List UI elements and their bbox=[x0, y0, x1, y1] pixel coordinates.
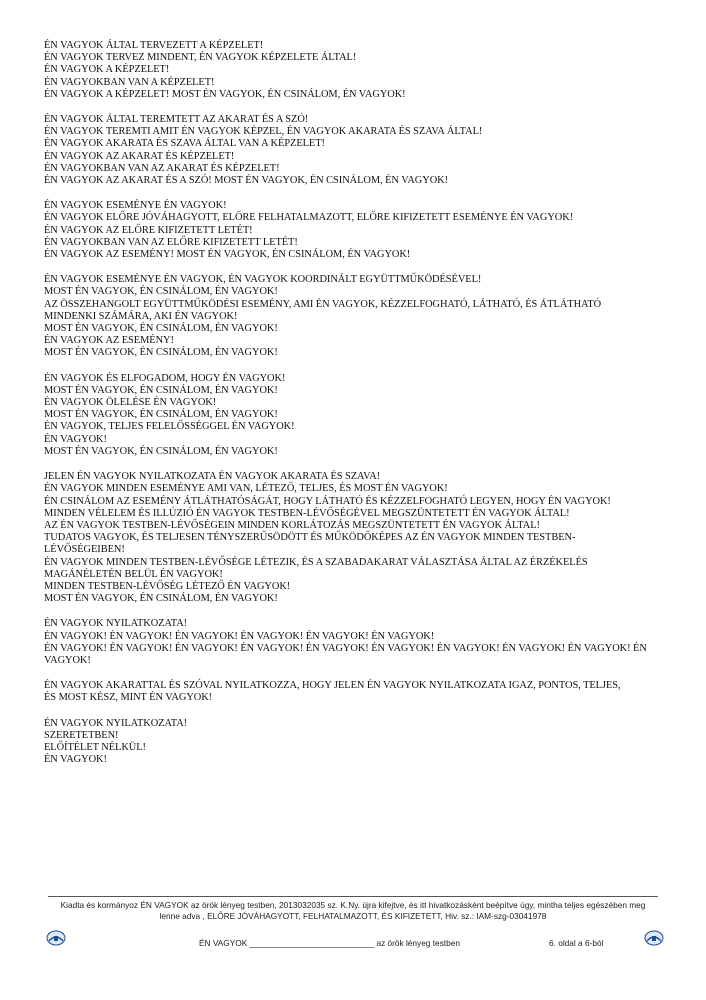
text-line: MINDEN TESTBEN-LÉVŐSÉG LÉTEZŐ ÉN VAGYOK! bbox=[44, 580, 291, 592]
footer bbox=[44, 896, 662, 922]
text-line: ÉN VAGYOK NYILATKOZATA! bbox=[44, 618, 188, 630]
footer-line-2: lenne adva , ELŐRE JÓVÁHAGYOTT, FELHATALMAZOTT, ÉS KIFIZETETT, Hiv. sz.: IAM-szg-03041978 bbox=[159, 911, 547, 921]
text-line: ÉN VAGYOK TEREMTI AMIT ÉN VAGYOK KÉPZEL, ÉN VAGYOK AKARATA ÉS SZAVA ÁLTAL! bbox=[44, 126, 483, 138]
text-line: ÉN VAGYOK AZ ESEMÉNY! MOST ÉN VAGYOK, ÉN CSINÁLOM, ÉN VAGYOK! bbox=[44, 249, 411, 261]
text-line: ÉN CSINÁLOM AZ ESEMÉNY ÁTLÁTHATÓSÁGÁT, HOGY LÁTHATÓ ÉS KÉZZELFOGHATÓ LEGYEN, HOGY ÉN VAGYOK! bbox=[44, 495, 611, 507]
text-line: AZ ÉN VAGYOK TESTBEN-LÉVŐSÉGEIN MINDEN KORLÁTOZÁS MEGSZÜNTETETT ÉN VAGYOK ÁLTAL! bbox=[44, 519, 540, 531]
text-line: ÉN VAGYOK A KÉPZELET! MOST ÉN VAGYOK, ÉN CSINÁLOM, ÉN VAGYOK! bbox=[44, 88, 406, 100]
text-line: ÉN VAGYOK! ÉN VAGYOK! ÉN VAGYOK! ÉN VAGYOK! ÉN VAGYOK! ÉN VAGYOK! bbox=[44, 630, 435, 642]
text-line: MOST ÉN VAGYOK, ÉN CSINÁLOM, ÉN VAGYOK! bbox=[44, 323, 278, 335]
text-line: TUDATOS VAGYOK, ÉS TELJESEN TÉNYSZERŰSÖDÖTT ÉS MŰKÖDŐKÉPES AZ ÉN VAGYOK MINDEN TESTBEN- bbox=[44, 532, 576, 544]
text-line: ÉN VAGYOK, TELJES FELELŐSSÉGGEL ÉN VAGYOK! bbox=[44, 421, 295, 433]
text-line: ÉN VAGYOK ÖLELÉSE ÉN VAGYOK! bbox=[44, 397, 217, 409]
text-line: ÉN VAGYOK ÁLTAL TERVEZETT A KÉPZELET! bbox=[44, 40, 264, 51]
text-line: ELŐÍTÉLET NÉLKÜL! bbox=[44, 741, 146, 753]
text-line: ÉN VAGYOK AZ ESEMÉNY! bbox=[44, 335, 174, 347]
text-line: MOST ÉN VAGYOK, ÉN CSINÁLOM, ÉN VAGYOK! bbox=[44, 347, 278, 359]
document-body bbox=[44, 40, 674, 779]
text-line: LÉVŐSÉGEIBEN! bbox=[44, 544, 125, 556]
text-line: ÉN VAGYOK AKARATTAL ÉS SZÓVAL NYILATKOZZA, HOGY JELEN ÉN VAGYOK NYILATKOZATA IGAZ, PONTOS, TELJES, bbox=[44, 680, 621, 692]
text-line: SZERETETBEN! bbox=[44, 729, 119, 741]
text-line: MOST ÉN VAGYOK, ÉN CSINÁLOM, ÉN VAGYOK! bbox=[44, 409, 278, 421]
text-line: MOST ÉN VAGYOK, ÉN CSINÁLOM, ÉN VAGYOK! bbox=[44, 445, 278, 457]
text-line: MOST ÉN VAGYOK, ÉN CSINÁLOM, ÉN VAGYOK! bbox=[44, 384, 278, 396]
text-line: JELEN ÉN VAGYOK NYILATKOZATA ÉN VAGYOK AKARATA ÉS SZAVA! bbox=[44, 471, 381, 483]
text-line: MOST ÉN VAGYOK, ÉN CSINÁLOM, ÉN VAGYOK! bbox=[44, 286, 278, 298]
text-line: MINDEN VÉLELEM ÉS ILLÚZIÓ ÉN VAGYOK TESTBEN-LÉVŐSÉGÉVEL MEGSZÜNTETETT ÉN VAGYOK ÁLTAL! bbox=[44, 507, 570, 519]
text-line: ÉN VAGYOK A KÉPZELET! bbox=[44, 64, 170, 76]
footer-bottom-bar bbox=[44, 926, 666, 952]
text-line: ÉN VAGYOK NYILATKOZATA! bbox=[44, 717, 188, 729]
paragraph bbox=[44, 373, 674, 458]
text-line: ÉN VAGYOKBAN VAN AZ AKARAT ÉS KÉPZELET! bbox=[44, 162, 280, 174]
text-line: ÉN VAGYOK ELŐRE JÓVÁHAGYOTT, ELŐRE FELHATALMAZOTT, ELŐRE KIFIZETETT ESEMÉNYE ÉN VAGYOK! bbox=[44, 212, 574, 224]
paragraph bbox=[44, 274, 674, 359]
text-line: ÉN VAGYOK ÁLTAL TEREMTETT AZ AKARAT ÉS A SZÓ! bbox=[44, 114, 309, 126]
text-line: ÉN VAGYOK AZ ELŐRE KIFIZETETT LETÉT! bbox=[44, 224, 253, 236]
iam-logo-icon bbox=[644, 930, 664, 946]
text-line: ÉN VAGYOK ESEMÉNYE ÉN VAGYOK! bbox=[44, 200, 227, 212]
footer-publication-note bbox=[44, 900, 662, 922]
text-line: ÉN VAGYOKBAN VAN AZ ELŐRE KIFIZETETT LETÉT! bbox=[44, 236, 298, 248]
text-line: AZ ÖSSZEHANGOLT EGYÜTTMŰKÖDÉSI ESEMÉNY, AMI ÉN VAGYOK, KÉZZELFOGHATÓ, LÁTHATÓ, ÉS ÁTLÁTHATÓ bbox=[44, 298, 602, 310]
text-line: ÉN VAGYOK MINDEN ESEMÉNYE AMI VAN, LÉTEZŐ, TELJES, ÉS MOST ÉN VAGYOK! bbox=[44, 483, 448, 495]
paragraph bbox=[44, 618, 674, 667]
paragraph bbox=[44, 40, 674, 101]
text-line: ÉN VAGYOK ÉS ELFOGADOM, HOGY ÉN VAGYOK! bbox=[44, 372, 286, 384]
text-line: ÉN VAGYOKBAN VAN A KÉPZELET! bbox=[44, 76, 215, 88]
text-line: MINDENKI SZÁMÁRA, AKI ÉN VAGYOK! bbox=[44, 310, 238, 322]
text-line: ÉN VAGYOK MINDEN TESTBEN-LÉVŐSÉGE LÉTEZIK, ÉS A SZABADAKARAT VÁLASZTÁSA ÁLTAL AZ ÉRZÉKELÉS bbox=[44, 556, 588, 568]
paragraph bbox=[44, 471, 674, 605]
text-line: ÉN VAGYOK! bbox=[44, 433, 107, 445]
text-line: ÉN VAGYOK AZ AKARAT ÉS A SZÓ! MOST ÉN VAGYOK, ÉN CSINÁLOM, ÉN VAGYOK! bbox=[44, 175, 449, 187]
text-line: ÉN VAGYOK TERVEZ MINDENT, ÉN VAGYOK KÉPZELETE ÁLTAL! bbox=[44, 52, 357, 64]
footer-divider bbox=[48, 896, 658, 897]
text-line: MAGÁNÉLETÉN BELÜL ÉN VAGYOK! bbox=[44, 568, 223, 580]
signature-line-label: ÉN VAGYOK ___________________________ az örök lényeg testben bbox=[199, 938, 460, 948]
paragraph bbox=[44, 680, 674, 704]
footer-line-1: Kiadta és kormányoz ÉN VAGYOK az örök lényeg testben, 2013032035 sz. K.Ny. újra kifejtve, és itt hivatkozásként beépítve úgy, mintha teljes egészében meg bbox=[60, 900, 646, 910]
text-line: ÉN VAGYOK ESEMÉNYE ÉN VAGYOK, ÉN VAGYOK KOORDINÁLT EGYÜTTMŰKÖDÉSÉVEL! bbox=[44, 274, 482, 286]
text-line: ÉN VAGYOK! bbox=[44, 754, 107, 766]
text-line: MOST ÉN VAGYOK, ÉN CSINÁLOM, ÉN VAGYOK! bbox=[44, 593, 278, 605]
page-number: 6. oldal a 6-ból bbox=[549, 938, 604, 948]
text-line: ÉN VAGYOK AKARATA ÉS SZAVA ÁLTAL VAN A KÉPZELET! bbox=[44, 138, 325, 150]
text-line: ÉS MOST KÉSZ, MINT ÉN VAGYOK! bbox=[44, 692, 213, 704]
paragraph bbox=[44, 114, 674, 187]
text-line: ÉN VAGYOK! ÉN VAGYOK! ÉN VAGYOK! ÉN VAGYOK! ÉN VAGYOK! ÉN VAGYOK! ÉN VAGYOK! ÉN VAGYOK! ÉN VAGYOK! ÉN bbox=[44, 642, 647, 654]
paragraph bbox=[44, 200, 674, 261]
text-line: VAGYOK! bbox=[44, 654, 91, 666]
paragraph bbox=[44, 718, 674, 767]
iam-logo-icon bbox=[46, 930, 66, 946]
text-line: ÉN VAGYOK AZ AKARAT ÉS KÉPZELET! bbox=[44, 150, 235, 162]
